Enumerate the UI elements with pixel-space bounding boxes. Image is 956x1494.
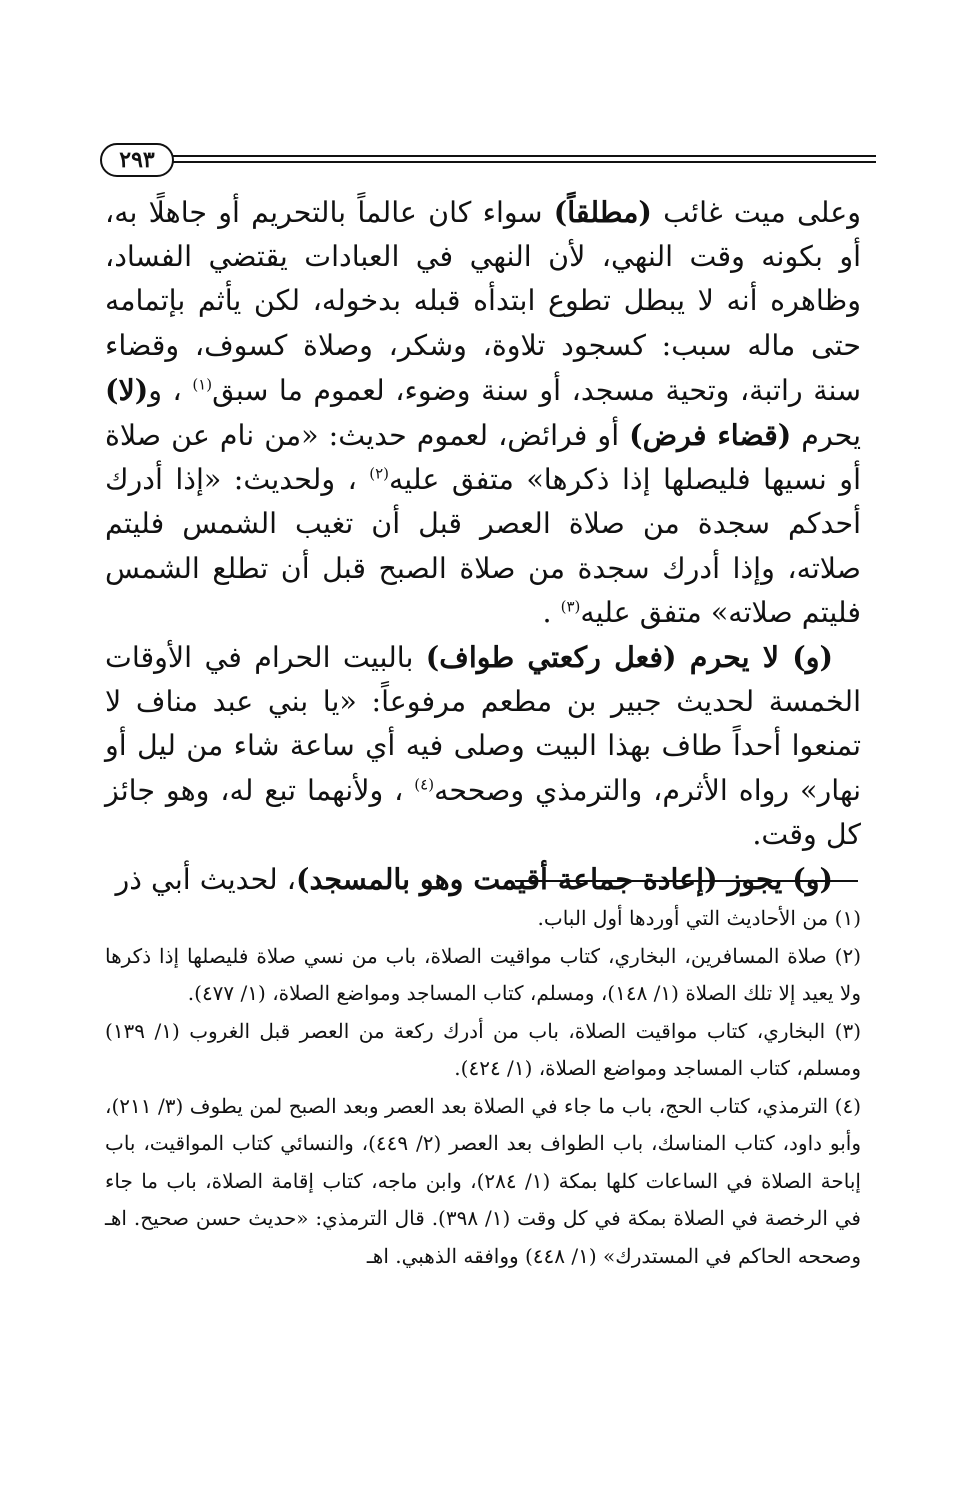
footnote-ref-4[interactable]: (٤) xyxy=(414,775,435,794)
footnote-4: (٤) الترمذي، كتاب الحج، باب ما جاء في الصلاة بعد العصر وبعد الصبح لمن يطوف (٣/ ٢١١)، وأبو داود، كتاب المناسك، باب الطواف بعد العصر (٢/ ٤٤٩)، والنسائي كتاب المواقيت، باب إباحة الصلاة في الساعات كلها بمكة (١/ ٢٨٤)، وابن ماجه، كتاب إقامة الصلاة، باب ما جاء في الرخصة في الصلاة بمكة في كل وقت (١/ ٣٩٨). قال الترمذي: «حديث حسن صحيح. اهـ وصححه الحاكم في المستدرك» (١/ ٤٤٨) ووافقه الذهبي. اهـ xyxy=(105,1093,861,1268)
header-rule xyxy=(170,155,876,163)
bold-term: (و) لا يحرم xyxy=(676,640,833,675)
paragraph-3: (و) يجوز (إعادة جماعة أقيمت وهو بالمسجد)، لحديث أبي ذر xyxy=(115,862,833,897)
footnote-separator xyxy=(515,880,858,882)
bold-term: (لا) xyxy=(105,372,149,407)
footnote-3: (٣) البخاري، كتاب مواقيت الصلاة، باب من أدرك ركعة من العصر قبل الغروب (١/ ١٣٩) ومسلم، كتاب المساجد ومواضع الصلاة، (١/ ٤٢٤). xyxy=(105,1018,861,1080)
page-number: ٢٩٣ xyxy=(100,143,174,177)
page-header xyxy=(100,143,876,179)
paragraph-1: وعلى ميت غائب (مطلقاً) سواء كان عالماً بالتحريم أو جاهلًا به، أو بكونه وقت النهي، لأن النهي في العبادات يقتضي الفساد، وظاهره أنه لا يبطل تطوع ابتدأه قبله بدخوله، لكن يأثم بإتمامه حتى ماله سبب: كسجود تلاوة، وشكر، وصلاة كسوف، وقضاء سنة راتبة، وتحية مسجد، أو سنة وضوء، لعموم ما سبق$^{(١)}$ ، و(لا) يحرم (قضاء فرض) أو فرائض، لعموم حديث: «من نام عن صلاة أو نسيها فليصلها إذا ذكرها» متفق عليه$^{(٢)}$ ، ولحديث: «إذا أدرك أحدكم سجدة من صلاة العصر قبل أن تغيب الشمس فليتم صلاته، وإذا أدرك سجدة من صلاة الصبح قبل أن تطلع الشمس فليتم صلاته» متفق عليه$^{(٣)}$ . xyxy=(105,195,862,629)
footnotes xyxy=(105,900,861,1275)
footnote-ref-2[interactable]: (٢) xyxy=(369,464,390,483)
bold-term: (و) يجوز xyxy=(717,862,833,897)
bold-term: (مطلقاً) xyxy=(553,195,652,229)
main-text xyxy=(105,190,861,902)
bold-term: (فعل ركعتي طواف) xyxy=(425,640,677,675)
footnote-ref-1[interactable]: (١) xyxy=(192,375,213,394)
bold-term: (قضاء فرض) xyxy=(629,418,792,453)
footnote-ref-3[interactable]: (٣) xyxy=(560,597,581,616)
footnote-1: (١) من الأحاديث التي أوردها أول الباب. xyxy=(537,906,861,930)
bold-term: (إعادة جماعة أقيمت وهو بالمسجد) xyxy=(295,862,718,897)
paragraph-2: (و) لا يحرم (فعل ركعتي طواف) بالبيت الحرام في الأوقات الخمسة لحديث جبير بن مطعم مرفوعاً: «يا بني عبد مناف لا تمنعوا أحداً طاف بهذا البيت وصلى فيه أي ساعة شاء من ليل أو نهار» رواه الأثرم، والترمذي وصححه$^{(٤)}$ ، ولأنهما تبع له، وهو جائز كل وقت. xyxy=(105,640,862,851)
footnote-2: (٢) صلاة المسافرين، البخاري، كتاب مواقيت الصلاة، باب من نسي صلاة فليصلها إذا ذكرها ولا يعيد إلا تلك الصلاة (١/ ١٤٨)، ومسلم، كتاب المساجد ومواضع الصلاة، (١/ ٤٧٧). xyxy=(105,943,861,1005)
